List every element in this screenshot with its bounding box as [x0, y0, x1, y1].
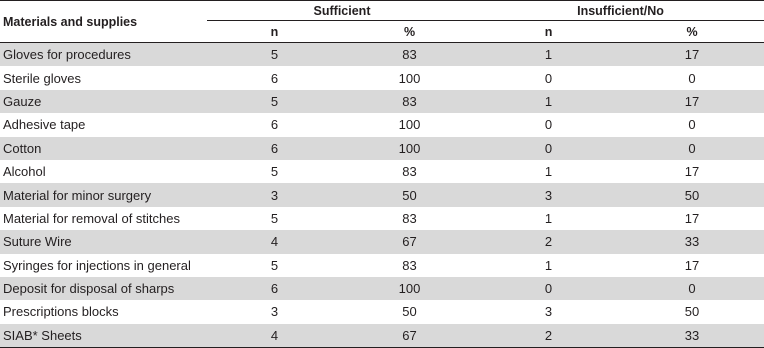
sufficient-pct-cell: 100: [398, 70, 421, 86]
sufficient-n-cell: 5: [270, 47, 279, 63]
insufficient-pct-cell: 33: [684, 234, 700, 250]
row-label: Material for minor surgery: [3, 187, 152, 203]
insufficient-n-cell: 0: [544, 281, 553, 297]
insufficient-n-cell: 1: [544, 47, 553, 63]
insufficient-pct-cell: 17: [684, 47, 700, 63]
sufficient-pct-cell: 83: [402, 93, 417, 109]
sufficient-pct-cell: 83: [402, 210, 417, 226]
insufficient-n-cell: 1: [544, 210, 553, 226]
table-header: [0, 1, 764, 43]
insufficient-pct-cell: 0: [688, 70, 696, 86]
sufficient-pct-cell: 83: [402, 164, 417, 180]
row-label: Cotton: [3, 140, 42, 156]
insufficient-pct-cell: 50: [684, 304, 700, 320]
insufficient-n-cell: 1: [544, 93, 553, 109]
sufficient-pct-cell: 83: [402, 257, 417, 273]
sufficient-n-cell: 3: [270, 187, 279, 203]
sufficient-n-cell: 5: [270, 210, 279, 226]
sufficient-n-cell: 3: [270, 304, 279, 320]
insufficient-n-cell: 1: [544, 257, 553, 273]
insufficient-pct-cell: 50: [684, 187, 700, 203]
materials-column-header: Materials and supplies: [3, 14, 138, 29]
insufficient-pct-header: %: [686, 24, 698, 39]
sufficient-pct-cell: 83: [402, 47, 417, 63]
table-row: [0, 90, 764, 113]
insufficient-n-cell: 1: [544, 164, 553, 180]
table-body: [0, 43, 764, 348]
table-row: [0, 207, 764, 230]
table-row: [0, 230, 764, 253]
sufficient-pct-cell: 50: [402, 304, 417, 320]
sufficient-pct-cell: 50: [402, 187, 417, 203]
table-row: [0, 137, 764, 160]
sufficient-pct-cell: 100: [398, 140, 421, 156]
table-row: [0, 66, 764, 89]
row-label: Gloves for procedures: [3, 47, 131, 63]
sufficient-n-cell: 6: [270, 281, 279, 297]
insufficient-group-label: Insufficient/No: [477, 4, 764, 21]
insufficient-n-cell: 2: [544, 234, 553, 250]
row-label: SIAB* Sheets: [3, 327, 82, 343]
table-row: [0, 183, 764, 206]
table-row: [0, 43, 764, 67]
insufficient-pct-cell: 0: [688, 281, 696, 297]
row-label: Sterile gloves: [3, 70, 82, 86]
row-label: Syringes for injections in general: [3, 257, 191, 273]
sufficient-n-cell: 5: [270, 257, 279, 273]
row-label: Deposit for disposal of sharps: [3, 281, 175, 297]
insufficient-pct-cell: 17: [684, 210, 700, 226]
table-row: [0, 160, 764, 183]
row-label: Material for removal of stitches: [3, 210, 181, 226]
insufficient-n-cell: 0: [544, 117, 553, 133]
insufficient-pct-cell: 17: [684, 93, 700, 109]
insufficient-pct-cell: 33: [684, 327, 700, 343]
sufficient-pct-cell: 100: [398, 281, 421, 297]
row-label: Alcohol: [3, 164, 46, 180]
sufficient-n-cell: 5: [270, 164, 279, 180]
table-row: [0, 113, 764, 136]
insufficient-pct-cell: 0: [688, 140, 696, 156]
sufficient-group-header: [207, 1, 477, 22]
insufficient-group-header: [477, 1, 764, 22]
sufficient-pct-cell: 67: [402, 234, 417, 250]
insufficient-pct-cell: 17: [684, 257, 700, 273]
table-row: [0, 254, 764, 277]
row-label: Suture Wire: [3, 234, 72, 250]
insufficient-n-header: n: [544, 24, 553, 39]
insufficient-n-cell: 3: [544, 304, 553, 320]
insufficient-n-cell: 0: [544, 70, 553, 86]
row-label: Gauze: [3, 93, 42, 109]
sufficient-group-label: Sufficient: [207, 4, 477, 21]
table-row: [0, 300, 764, 323]
sufficient-n-header: n: [270, 24, 279, 39]
sufficient-pct-cell: 67: [402, 327, 417, 343]
insufficient-pct-cell: 17: [684, 164, 700, 180]
sufficient-n-cell: 6: [270, 117, 279, 133]
insufficient-pct-cell: 0: [688, 117, 696, 133]
insufficient-n-cell: 0: [544, 140, 553, 156]
table-row: [0, 277, 764, 300]
sufficient-n-cell: 4: [270, 234, 279, 250]
sufficient-pct-header: %: [403, 24, 416, 39]
sufficient-n-cell: 6: [270, 140, 279, 156]
insufficient-n-cell: 2: [544, 327, 553, 343]
insufficient-n-cell: 3: [544, 187, 553, 203]
sufficient-pct-cell: 100: [398, 117, 421, 133]
row-label: Prescriptions blocks: [3, 304, 119, 320]
table-row: [0, 324, 764, 348]
sufficient-n-cell: 4: [270, 327, 279, 343]
row-label: Adhesive tape: [3, 117, 86, 133]
sufficient-n-cell: 5: [270, 93, 279, 109]
sufficient-n-cell: 6: [270, 70, 279, 86]
